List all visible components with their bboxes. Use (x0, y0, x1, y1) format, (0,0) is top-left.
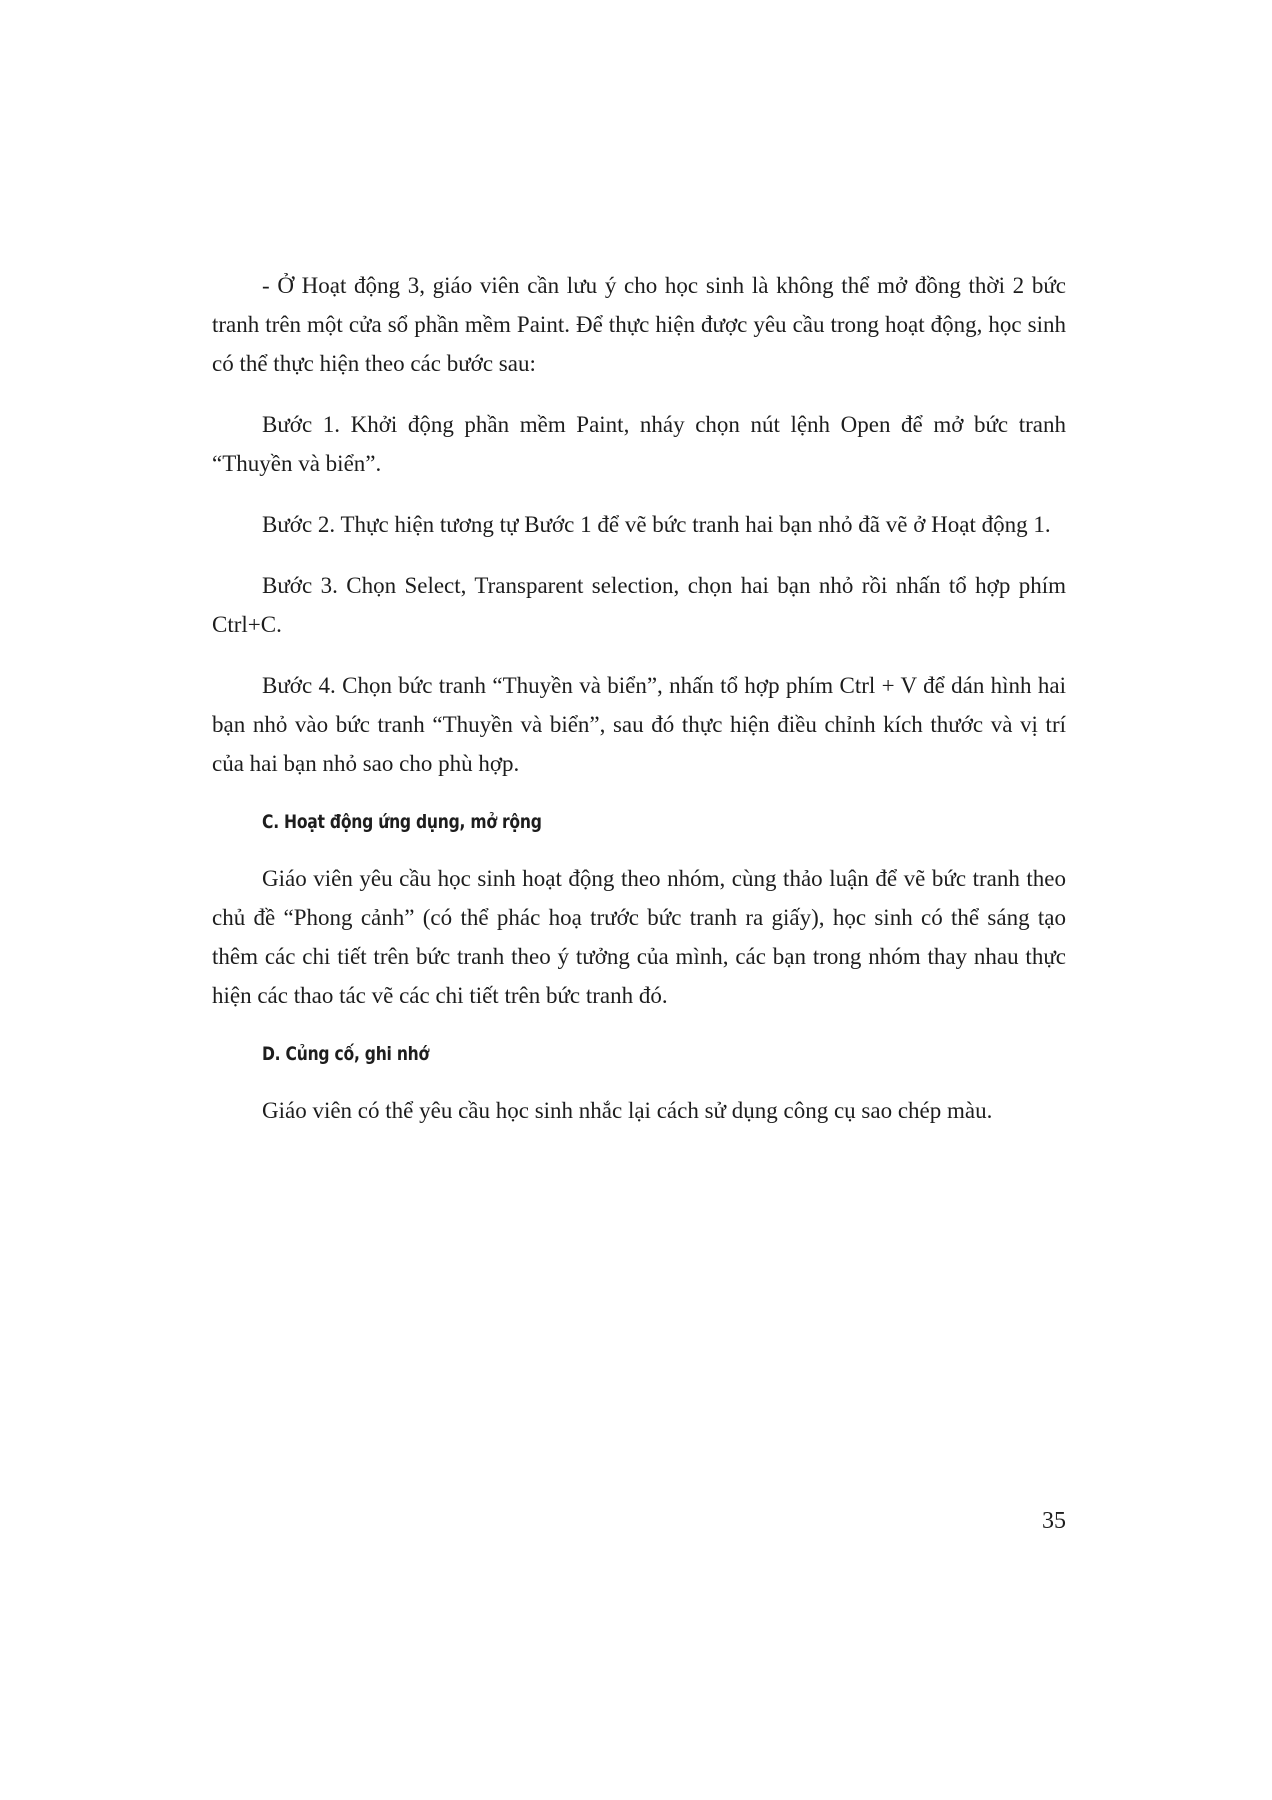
intro-paragraph: - Ở Hoạt động 3, giáo viên cần lưu ý cho học sinh là không thể mở đồng thời 2 bức tranh trên một cửa sổ phần mềm Paint. Để thực hiện được yêu cầu trong hoạt động, học sinh có thể thực hiện theo các bước sau: (212, 273, 1066, 376)
page-number: 35 (1042, 1508, 1066, 1534)
step-2-paragraph: Bước 2. Thực hiện tương tự Bước 1 để vẽ bức tranh hai bạn nhỏ đã vẽ ở Hoạt động 1. (262, 512, 1051, 537)
step-1-paragraph: Bước 1. Khởi động phần mềm Paint, nháy chọn nút lệnh Open để mở bức tranh “Thuyền và biển”. (212, 412, 1066, 476)
section-d-heading: D. Củng cố, ghi nhớ (262, 1043, 429, 1065)
body-text (212, 266, 1066, 1152)
section-d-paragraph: Giáo viên có thể yêu cầu học sinh nhắc lại cách sử dụng công cụ sao chép màu. (262, 1098, 993, 1123)
section-c-heading: C. Hoạt động ứng dụng, mở rộng (262, 811, 542, 833)
step-4-paragraph: Bước 4. Chọn bức tranh “Thuyền và biển”, nhấn tổ hợp phím Ctrl + V để dán hình hai bạn nhỏ vào bức tranh “Thuyền và biển”, sau đó thực hiện điều chỉnh kích thước và vị trí của hai bạn nhỏ sao cho phù hợp. (212, 673, 1066, 776)
step-3-paragraph: Bước 3. Chọn Select, Transparent selection, chọn hai bạn nhỏ rồi nhấn tổ hợp phím Ctrl+C. (212, 573, 1066, 637)
section-c-paragraph: Giáo viên yêu cầu học sinh hoạt động theo nhóm, cùng thảo luận để vẽ bức tranh theo chủ đề “Phong cảnh” (có thể phác hoạ trước bức tranh ra giấy), học sinh có thể sáng tạo thêm các chi tiết trên bức tranh theo ý tưởng của mình, các bạn trong nhóm thay nhau thực hiện các thao tác vẽ các chi tiết trên bức tranh đó. (212, 866, 1066, 1008)
